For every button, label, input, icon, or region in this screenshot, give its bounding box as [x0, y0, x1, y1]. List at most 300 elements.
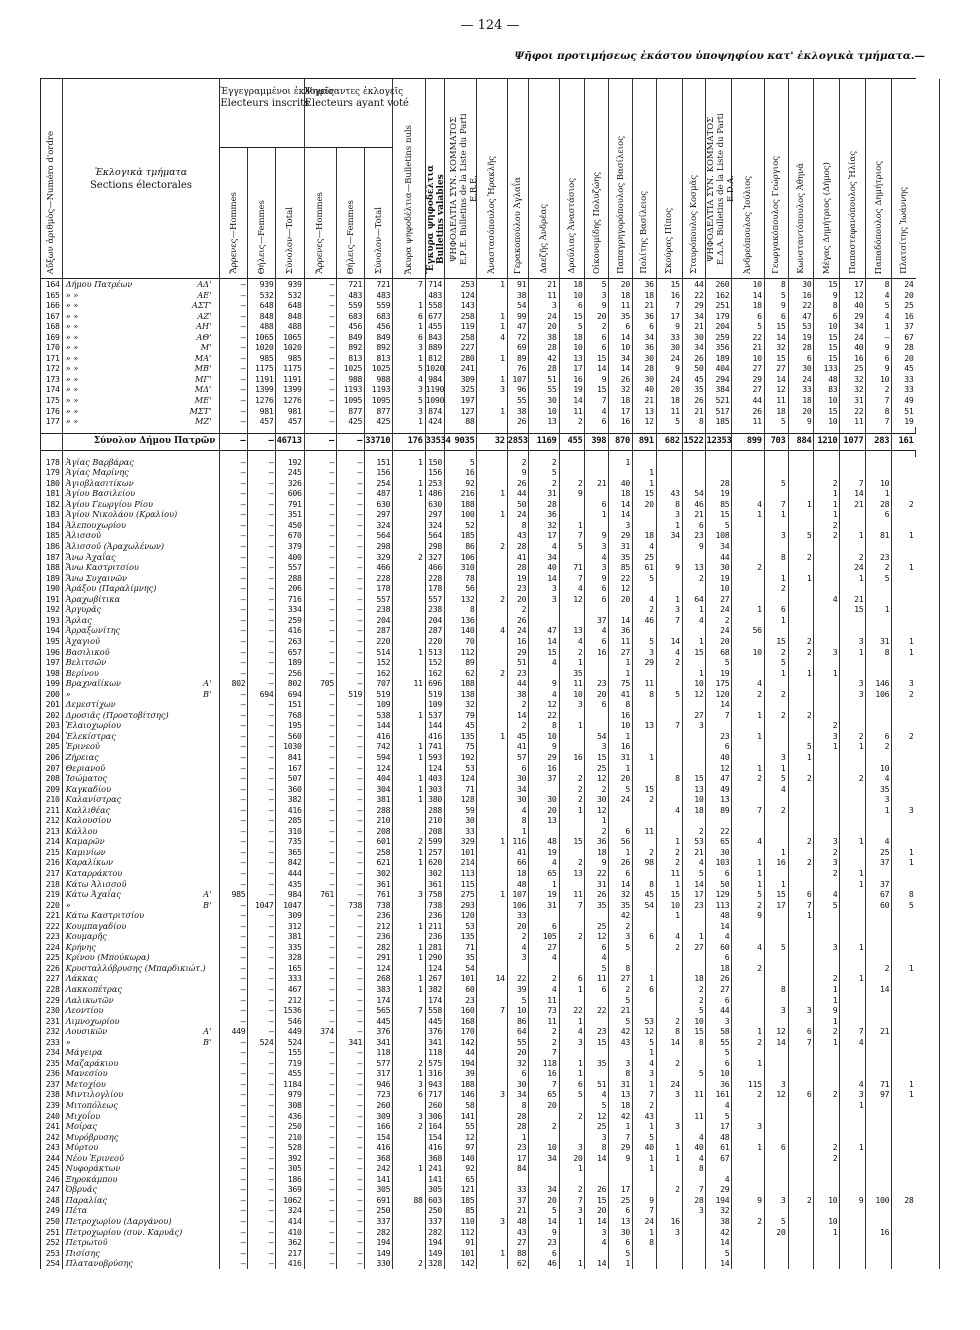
candidate-votes-cell: 2	[633, 847, 657, 858]
serial-cell: 195	[41, 636, 63, 647]
candidate-votes-cell: 103	[706, 857, 732, 868]
total-candidate-votes: 682	[656, 433, 682, 450]
invalid-cell: 1	[393, 973, 425, 984]
reg-women-cell: 694	[248, 689, 276, 700]
invalid-cell: 1	[393, 710, 425, 721]
candidate-votes-cell: 1	[814, 1016, 840, 1027]
valid-cell: 361	[425, 879, 444, 890]
ere-cell: 124	[445, 773, 477, 784]
candidate-votes-cell	[892, 1163, 916, 1174]
candidate-votes-cell	[840, 952, 866, 963]
candidate-votes-cell: 6	[706, 868, 732, 879]
table-row	[41, 1205, 940, 1216]
valid-cell: 236	[425, 910, 444, 921]
serial-cell: 192	[41, 604, 63, 615]
ere-cell: 128	[445, 794, 477, 805]
candidate-votes-cell: 20	[892, 353, 916, 364]
ere-cell: 138	[445, 689, 477, 700]
candidate-votes-cell: 189	[706, 353, 732, 364]
candidate-votes-cell	[892, 794, 916, 805]
candidate-votes-cell: 14	[477, 973, 507, 984]
candidate-votes-cell: 7	[840, 478, 866, 489]
candidate-votes-cell	[840, 1205, 866, 1216]
vot-total-cell: 466	[365, 562, 393, 573]
invalid-cell	[393, 995, 425, 1006]
candidate-votes-cell: 4	[507, 805, 529, 816]
candidate-votes-cell	[892, 815, 916, 826]
candidate-votes-cell	[892, 1216, 916, 1227]
total-candidate-votes: 2853	[507, 433, 529, 450]
candidate-votes-cell: 106	[866, 689, 892, 700]
candidate-votes-cell	[656, 995, 682, 1006]
candidate-votes-cell: 2	[559, 1111, 585, 1122]
candidate-votes-cell	[892, 836, 916, 847]
candidate-votes-cell: 10	[814, 1216, 840, 1227]
vot-women-cell: —	[337, 552, 365, 563]
section-code: ΜΔ'	[194, 384, 212, 395]
section-name: Καγκαδίου	[65, 783, 112, 794]
reg-men-cell: —	[220, 1248, 248, 1259]
candidate-votes-cell	[477, 710, 507, 721]
valid-cell: 889	[425, 342, 444, 353]
candidate-votes-cell: 20	[585, 689, 609, 700]
section-name-cell	[62, 488, 220, 499]
ere-cell: 241	[445, 363, 477, 374]
section-name: Μιχοΐου	[65, 1110, 101, 1121]
valid-cell: 253	[425, 478, 444, 489]
candidate-votes-cell	[814, 625, 840, 636]
candidate-votes-cell: 28	[529, 499, 559, 510]
serial-cell: 193	[41, 615, 63, 626]
serial-cell: 167	[41, 311, 63, 322]
reg-total-cell: 841	[276, 752, 304, 763]
section-name-cell	[62, 311, 220, 322]
candidate-votes-cell	[682, 467, 706, 478]
candidate-votes-cell: 53	[633, 1016, 657, 1027]
vot-men-cell: —	[304, 1142, 336, 1153]
invalid-cell	[393, 805, 425, 816]
candidate-votes-cell: 22	[585, 868, 609, 879]
results-table	[40, 78, 940, 1269]
valid-cell: 228	[425, 573, 444, 584]
reg-women-cell: —	[248, 731, 276, 742]
candidate-votes-cell: 1	[609, 1121, 633, 1132]
candidate-votes-cell: 12	[633, 1026, 657, 1037]
candidate-votes-cell: 21	[682, 321, 706, 332]
candidate-votes-cell	[764, 973, 788, 984]
vot-men-cell: —	[304, 741, 336, 752]
candidate-votes-cell: 4	[866, 290, 892, 301]
candidate-votes-cell	[840, 1058, 866, 1069]
vot-men-cell: —	[304, 395, 336, 406]
candidate-votes-cell: 24	[609, 794, 633, 805]
candidate-votes-cell: 40	[529, 562, 559, 573]
candidate-votes-cell	[866, 1121, 892, 1132]
candidate-votes-cell: 2	[814, 1142, 840, 1153]
table-row	[41, 1100, 940, 1111]
serial-cell: 251	[41, 1227, 63, 1238]
reg-women-cell: —	[248, 1016, 276, 1027]
candidate-votes-cell	[788, 520, 814, 531]
candidate-votes-cell: 56	[609, 836, 633, 847]
candidate-votes-cell: 30	[656, 342, 682, 353]
candidate-votes-cell: 31	[585, 879, 609, 890]
candidate-votes-cell	[892, 1205, 916, 1216]
invalid-cell	[393, 467, 425, 478]
ere-cell: 71	[445, 942, 477, 953]
candidate-votes-cell	[788, 457, 814, 468]
candidate-votes-cell: 2	[633, 794, 657, 805]
valid-cell: 124	[425, 763, 444, 774]
total-reg-women: —	[248, 433, 276, 450]
table-row	[41, 573, 940, 584]
candidate-votes-cell: 24	[892, 279, 916, 290]
reg-women-cell: —	[248, 1216, 276, 1227]
table-row	[41, 952, 940, 963]
candidate-votes-cell: 7	[840, 1026, 866, 1037]
ere-cell: 325	[445, 384, 477, 395]
ere-cell: 12	[445, 1132, 477, 1143]
valid-cell: 327	[425, 552, 444, 563]
candidate-votes-cell	[585, 910, 609, 921]
vot-total-cell: 210	[365, 815, 393, 826]
serial-cell: 238	[41, 1089, 63, 1100]
candidate-votes-cell	[477, 467, 507, 478]
reg-women-cell: —	[248, 952, 276, 963]
candidate-votes-cell: 30	[507, 794, 529, 805]
candidate-votes-cell	[840, 625, 866, 636]
vot-total-cell: 691	[365, 1195, 393, 1206]
vot-women-cell: —	[337, 1132, 365, 1143]
ere-cell: 30	[445, 815, 477, 826]
candidate-votes-cell: 5	[706, 1111, 732, 1122]
candidate-votes-cell: 9	[814, 1005, 840, 1016]
candidate-votes-cell	[656, 973, 682, 984]
candidate-votes-cell: 53	[682, 836, 706, 847]
valid-cell: 152	[425, 657, 444, 668]
candidate-votes-cell: 24	[706, 604, 732, 615]
candidate-votes-cell: 28	[507, 541, 529, 552]
table-row	[41, 647, 940, 658]
reg-men-cell: —	[220, 604, 248, 615]
candidate-votes-cell: 10	[507, 1005, 529, 1016]
section-name-cell	[62, 921, 220, 932]
reg-women-cell: —	[248, 1068, 276, 1079]
candidate-votes-cell: 27	[609, 973, 633, 984]
candidate-votes-cell: 11	[732, 416, 764, 427]
candidate-votes-cell: 9	[788, 416, 814, 427]
section-name: Ἀραχωβίτικα	[65, 593, 121, 604]
candidate-votes-cell: 5	[892, 900, 916, 911]
candidate-votes-cell: 38	[706, 1216, 732, 1227]
candidate-votes-cell: 7	[559, 900, 585, 911]
candidate-votes-cell: 3	[682, 1205, 706, 1216]
section-name: Παραλίας	[65, 1194, 108, 1205]
candidate-votes-cell	[656, 710, 682, 721]
candidate-votes-cell: 18	[609, 1100, 633, 1111]
vot-total-cell: 220	[365, 636, 393, 647]
ere-cell: 110	[445, 1216, 477, 1227]
section-code: Μ'	[200, 342, 212, 353]
candidate-votes-cell	[764, 541, 788, 552]
candidate-votes-cell	[788, 583, 814, 594]
reg-men-cell: —	[220, 467, 248, 478]
candidate-votes-cell: 4	[706, 1174, 732, 1185]
candidate-votes-cell	[866, 1216, 892, 1227]
candidate-votes-cell	[892, 1121, 916, 1132]
vot-total-cell: 144	[365, 720, 393, 731]
reg-women-cell: —	[248, 1132, 276, 1143]
candidate-votes-cell	[866, 520, 892, 531]
candidate-votes-cell: 146	[866, 678, 892, 689]
reg-men-cell: —	[220, 541, 248, 552]
candidate-votes-cell	[866, 1153, 892, 1164]
candidate-votes-cell	[788, 1132, 814, 1143]
table-row	[41, 805, 940, 816]
candidate-votes-cell: 29	[609, 1142, 633, 1153]
candidate-votes-cell: 4	[585, 1089, 609, 1100]
vot-women-cell: —	[337, 1058, 365, 1069]
table-row	[41, 1089, 940, 1100]
vot-men-cell: 374	[304, 1026, 336, 1037]
candidate-votes-cell: 20	[764, 1227, 788, 1238]
serial-cell: 233	[41, 1037, 63, 1048]
candidate-votes-cell: 30	[682, 332, 706, 343]
candidate-votes-cell: 3	[840, 689, 866, 700]
section-code: ΜΕ'	[194, 395, 212, 406]
candidate-votes-cell: 3	[559, 1037, 585, 1048]
candidate-votes-cell: 10	[682, 1016, 706, 1027]
section-name: Ζήρειας	[65, 751, 99, 762]
header-cand-5: Οἰκονομίδης Πολυζώης	[585, 79, 609, 279]
header-cand-9: Σταυρόπουλος Κοσμᾶς	[682, 79, 706, 279]
vot-women-cell: —	[337, 1195, 365, 1206]
candidate-votes-cell: 2	[477, 594, 507, 605]
candidate-votes-cell: 34	[529, 1153, 559, 1164]
candidate-votes-cell	[732, 995, 764, 1006]
candidate-votes-cell	[892, 879, 916, 890]
vot-total-cell: 242	[365, 1163, 393, 1174]
candidate-votes-cell	[788, 731, 814, 742]
candidate-votes-cell: 34	[507, 1089, 529, 1100]
invalid-cell	[393, 1047, 425, 1058]
candidate-votes-cell	[814, 931, 840, 942]
candidate-votes-cell	[477, 573, 507, 584]
candidate-votes-cell	[892, 984, 916, 995]
candidate-votes-cell: 2	[840, 731, 866, 742]
candidate-votes-cell: 48	[507, 1216, 529, 1227]
candidate-votes-cell	[892, 995, 916, 1006]
invalid-cell: 1	[393, 847, 425, 858]
candidate-votes-cell: 43	[633, 1111, 657, 1122]
header-sections: Ἐκλογικὰ τμήματα Sections électorales	[62, 79, 220, 279]
candidate-votes-cell: 6	[788, 889, 814, 900]
table-row	[41, 395, 940, 406]
candidate-votes-cell: 26	[507, 478, 529, 489]
candidate-votes-cell: 4	[732, 678, 764, 689]
section-name: Ἀχαγιοῦ	[65, 635, 101, 646]
vot-total-cell: 721	[365, 279, 393, 290]
section-name-cell	[62, 467, 220, 478]
candidate-votes-cell	[866, 1100, 892, 1111]
candidate-votes-cell: 5	[764, 942, 788, 953]
candidate-votes-cell	[732, 1153, 764, 1164]
vot-men-cell: —	[304, 573, 336, 584]
section-name-cell	[62, 805, 220, 816]
candidate-votes-cell	[682, 699, 706, 710]
candidate-votes-cell	[814, 1205, 840, 1216]
candidate-votes-cell	[788, 562, 814, 573]
candidate-votes-cell: 33	[788, 384, 814, 395]
candidate-votes-cell	[814, 615, 840, 626]
candidate-votes-cell: 9	[585, 857, 609, 868]
vot-total-cell: 238	[365, 604, 393, 615]
candidate-votes-cell: 24	[840, 332, 866, 343]
candidate-votes-cell	[764, 731, 788, 742]
candidate-votes-cell: 14	[706, 921, 732, 932]
candidate-votes-cell: 185	[706, 416, 732, 427]
candidate-votes-cell: 30	[585, 794, 609, 805]
reg-men-cell: —	[220, 562, 248, 573]
candidate-votes-cell	[477, 615, 507, 626]
candidate-votes-cell: 45	[507, 731, 529, 742]
candidate-votes-cell	[559, 963, 585, 974]
candidate-votes-cell	[477, 562, 507, 573]
candidate-votes-cell	[866, 668, 892, 679]
candidate-votes-cell: 4	[656, 805, 682, 816]
candidate-votes-cell	[559, 847, 585, 858]
candidate-votes-cell: 1	[559, 720, 585, 731]
candidate-votes-cell: 18	[788, 395, 814, 406]
candidate-votes-cell	[866, 720, 892, 731]
table-row	[41, 1195, 940, 1206]
section-name: Κάτω Ἀχαΐας	[65, 889, 121, 900]
candidate-votes-cell	[477, 1047, 507, 1058]
candidate-votes-cell	[633, 763, 657, 774]
vot-total-cell: 154	[365, 1132, 393, 1143]
candidate-votes-cell	[788, 1205, 814, 1216]
candidate-votes-cell	[585, 710, 609, 721]
candidate-votes-cell	[656, 1005, 682, 1016]
candidate-votes-cell: 3	[529, 583, 559, 594]
candidate-votes-cell: 57	[507, 752, 529, 763]
candidate-votes-cell	[633, 457, 657, 468]
candidate-votes-cell: 35	[609, 552, 633, 563]
section-name: Λεοντίου	[65, 1005, 104, 1016]
candidate-votes-cell: 85	[609, 562, 633, 573]
candidate-votes-cell: 8	[585, 1142, 609, 1153]
reg-women-cell: 848	[248, 311, 276, 322]
section-name: Λάκκας	[65, 973, 98, 984]
candidate-votes-cell: 10	[682, 678, 706, 689]
reg-total-cell: 210	[276, 1132, 304, 1143]
serial-cell: 211	[41, 805, 63, 816]
reg-men-cell: —	[220, 815, 248, 826]
candidate-votes-cell: 10	[559, 290, 585, 301]
reg-women-cell: —	[248, 794, 276, 805]
vot-men-cell: —	[304, 879, 336, 890]
reg-men-cell: —	[220, 931, 248, 942]
vot-total-cell: 302	[365, 868, 393, 879]
candidate-votes-cell	[840, 1016, 866, 1027]
reg-total-cell: 256	[276, 668, 304, 679]
candidate-votes-cell: 5	[633, 1037, 657, 1048]
invalid-cell	[393, 290, 425, 301]
table-row	[41, 520, 940, 531]
candidate-votes-cell	[788, 467, 814, 478]
candidate-votes-cell	[656, 1163, 682, 1174]
candidate-votes-cell: 44	[732, 395, 764, 406]
reg-men-cell: —	[220, 321, 248, 332]
section-code: Α'	[203, 678, 212, 689]
candidate-votes-cell: 20	[585, 1205, 609, 1216]
candidate-votes-cell: 18	[633, 530, 657, 541]
vot-total-cell: 287	[365, 625, 393, 636]
candidate-votes-cell: 22	[706, 826, 732, 837]
candidate-votes-cell: 2	[892, 689, 916, 700]
candidate-votes-cell	[559, 1047, 585, 1058]
vot-women-cell: —	[337, 805, 365, 816]
ere-cell: 35	[445, 952, 477, 963]
vot-women-cell: —	[337, 752, 365, 763]
candidate-votes-cell: 61	[706, 1142, 732, 1153]
candidate-votes-cell	[609, 1047, 633, 1058]
invalid-cell	[393, 815, 425, 826]
candidate-votes-cell: 6	[682, 520, 706, 531]
vot-total-cell: 892	[365, 342, 393, 353]
candidate-votes-cell: 32	[706, 1205, 732, 1216]
table-row	[41, 1037, 940, 1048]
reg-total-cell: 416	[276, 805, 304, 816]
candidate-votes-cell: 36	[609, 625, 633, 636]
candidate-votes-cell: 14	[706, 1258, 732, 1269]
candidate-votes-cell: 21	[682, 847, 706, 858]
candidate-votes-cell	[477, 1195, 507, 1206]
candidate-votes-cell	[892, 921, 916, 932]
reg-men-cell: —	[220, 1153, 248, 1164]
vot-total-cell: 268	[365, 973, 393, 984]
candidate-votes-cell: 6	[559, 1079, 585, 1090]
header-cand-2: Γερακοπούλου Ἀγλαΐα	[507, 79, 529, 279]
candidate-votes-cell: 2	[866, 963, 892, 974]
reg-men-cell: —	[220, 353, 248, 364]
candidate-votes-cell: 24	[507, 625, 529, 636]
candidate-votes-cell: 2	[507, 931, 529, 942]
table-row	[41, 583, 940, 594]
candidate-votes-cell	[633, 1258, 657, 1269]
candidate-votes-cell	[477, 699, 507, 710]
vot-men-cell: —	[304, 1227, 336, 1238]
candidate-votes-cell	[732, 1016, 764, 1027]
candidate-votes-cell: 18	[585, 847, 609, 858]
section-name: » »	[65, 416, 79, 427]
reg-men-cell: —	[220, 583, 248, 594]
ere-cell: 5	[445, 457, 477, 468]
candidate-votes-cell: 5	[764, 478, 788, 489]
candidate-votes-cell: 12	[764, 1089, 788, 1100]
candidate-votes-cell: 4	[732, 942, 764, 953]
vot-women-cell: —	[337, 1237, 365, 1248]
vot-total-cell: 204	[365, 615, 393, 626]
candidate-votes-cell: 1	[814, 741, 840, 752]
candidate-votes-cell: 2	[559, 478, 585, 489]
candidate-votes-cell: 7	[609, 1132, 633, 1143]
candidate-votes-cell: 75	[609, 678, 633, 689]
reg-women-cell: —	[248, 668, 276, 679]
serial-cell: 190	[41, 583, 63, 594]
candidate-votes-cell	[892, 488, 916, 499]
vot-women-cell: —	[337, 710, 365, 721]
